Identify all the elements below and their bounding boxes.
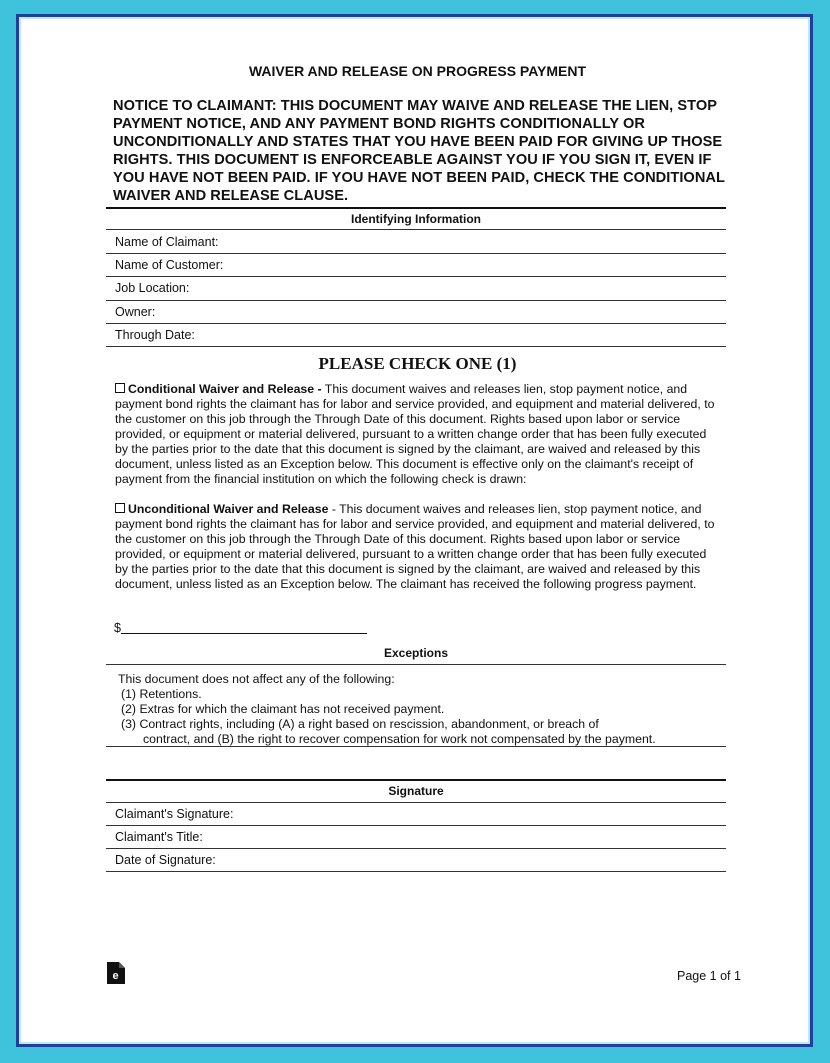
unconditional-waiver-label: Unconditional Waiver and Release <box>128 502 329 516</box>
unconditional-waiver-paragraph <box>115 502 721 592</box>
currency-symbol: $ <box>114 621 121 635</box>
list-item: contract, and (B) the right to recover compensation for work not compensated by the payment. <box>143 732 656 746</box>
date-of-signature-label: Date of Signature: <box>115 853 216 867</box>
field-divider <box>106 802 726 803</box>
exceptions-heading: Exceptions <box>383 646 449 660</box>
exceptions-intro: This document does not affect any of the following: <box>118 672 395 686</box>
date-of-signature-line[interactable] <box>106 871 726 872</box>
owner-line[interactable] <box>106 323 726 324</box>
document-logo-icon <box>107 962 125 984</box>
payment-amount <box>114 621 367 635</box>
list-item: (3) Contract rights, including (A) a right based on rescission, abandonment, or breach of <box>121 717 599 731</box>
svg-text:e: e <box>112 970 119 982</box>
conditional-waiver-checkbox[interactable] <box>115 383 125 393</box>
payment-amount-line[interactable] <box>121 621 367 634</box>
job-location-line[interactable] <box>106 300 726 301</box>
name-of-customer-label: Name of Customer: <box>115 258 224 272</box>
exceptions-list <box>118 672 656 747</box>
section-divider <box>106 207 726 209</box>
unconditional-waiver-checkbox[interactable] <box>115 503 125 513</box>
claimant-signature-label: Claimant's Signature: <box>115 807 234 821</box>
through-date-line[interactable] <box>106 346 726 347</box>
job-location-label: Job Location: <box>115 281 190 295</box>
document-page <box>16 14 813 1047</box>
please-check-one-heading: PLEASE CHECK ONE (1) <box>318 354 517 373</box>
page-number: Page 1 of 1 <box>677 969 741 983</box>
section-divider <box>106 746 726 747</box>
identifying-information-heading: Identifying Information <box>351 212 481 226</box>
claimant-title-line[interactable] <box>106 848 726 849</box>
list-item: (1) Retentions. <box>121 687 202 701</box>
claimant-signature-line[interactable] <box>106 825 726 826</box>
name-of-claimant-line[interactable] <box>106 253 726 254</box>
conditional-waiver-label: Conditional Waiver and Release - <box>128 382 322 396</box>
section-divider <box>106 664 726 665</box>
name-of-claimant-label: Name of Claimant: <box>115 235 219 249</box>
owner-label: Owner: <box>115 305 156 319</box>
list-item: (2) Extras for which the claimant has not received payment. <box>121 702 445 716</box>
through-date-label: Through Date: <box>115 328 195 342</box>
name-of-customer-line[interactable] <box>106 276 726 277</box>
conditional-waiver-paragraph <box>115 382 721 487</box>
field-divider <box>106 229 726 230</box>
unconditional-waiver-text: - This document waives and releases lien, stop payment notice, and payment bond rights the claimant has for labor and service provided, and equipment and material delivered, to the customer on this job through the Through Date of this document. Rights based upon labor or service provided, or equipment or material delivered, pursuant to a written change order that has been fully executed by the parties prior to the date that this document is signed by the claimant, are waived and released by this document, unless listed as an Exception below. The claimant has received the following progress payment. <box>115 502 715 591</box>
conditional-waiver-text: This document waives and releases lien, stop payment notice, and payment bond rights the claimant has for labor and service provided, and equipment and material delivered, to the customer on this job through the Through Date of this document. Rights based upon labor or service provided, or equipment or material delivered, pursuant to a written change order that has been fully executed by the parties prior to the date that this document is signed by the claimant, are waived and released by this document, unless listed as an Exception below. This document is effective only on the claimant's receipt of payment from the financial institution on which the following check is drawn: <box>115 382 715 486</box>
claimant-title-label: Claimant's Title: <box>115 830 203 844</box>
document-title: WAIVER AND RELEASE ON PROGRESS PAYMENT <box>248 63 587 79</box>
notice-to-claimant: NOTICE TO CLAIMANT: THIS DOCUMENT MAY WAIVE AND RELEASE THE LIEN, STOP PAYMENT NOTICE, AND ANY PAYMENT BOND RIGHTS CONDITIONALLY OR UNCONDITIONALLY AND STATES THAT YOU HAVE BEEN PAID FOR GIVING UP THOSE RIGHTS. THIS DOCUMENT IS ENFORCEABLE AGAINST YOU IF YOU SIGN IT, EVEN IF YOU HAVE NOT BEEN PAID. IF YOU HAVE NOT BEEN PAID, CHECK THE CONDITIONAL WAIVER AND RELEASE CLAUSE. <box>113 98 725 204</box>
signature-heading: Signature <box>388 784 444 798</box>
section-divider <box>106 779 726 781</box>
